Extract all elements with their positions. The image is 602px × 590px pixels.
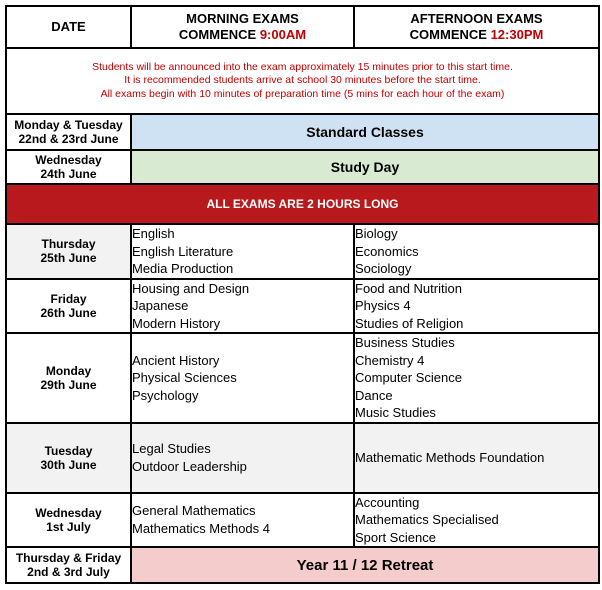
exam-day-date bbox=[6, 279, 131, 334]
exam-subject: Mathematics Specialised bbox=[355, 512, 499, 527]
afternoon-exams-cell bbox=[354, 333, 599, 423]
exam-day-date-line-2: 29th June bbox=[40, 377, 97, 392]
study-date-line-2: 24th June bbox=[40, 167, 97, 181]
exam-day-date-line-1: Tuesday bbox=[44, 443, 93, 458]
morning-commence: COMMENCE bbox=[178, 27, 257, 42]
standard-classes-cell: Standard Classes bbox=[131, 114, 599, 150]
exam-subject: Chemistry 4 bbox=[355, 352, 425, 368]
morning-time: 9:00AM bbox=[259, 27, 307, 42]
date-header bbox=[6, 6, 131, 48]
exam-subject: Mathematic Methods Foundation bbox=[355, 449, 545, 465]
exam-subject: Outdoor Leadership bbox=[132, 458, 247, 474]
study-date bbox=[6, 150, 131, 184]
exam-day-date bbox=[6, 493, 131, 548]
study-date-line-1: Wednesday bbox=[35, 153, 102, 167]
exam-day-row bbox=[6, 224, 599, 279]
retreat-date-line-2: 2nd & 3rd July bbox=[27, 565, 110, 579]
exam-day-row bbox=[6, 493, 599, 548]
exam-day-date-line-1: Friday bbox=[50, 291, 87, 306]
exam-subject: Computer Science bbox=[355, 370, 462, 385]
exam-subject: English bbox=[132, 226, 175, 241]
study-day-row bbox=[6, 150, 599, 184]
exam-subject: English Literature bbox=[132, 243, 234, 259]
exam-subject: Sport Science bbox=[355, 529, 436, 545]
morning-exams-cell bbox=[131, 279, 354, 334]
exam-subject: Housing and Design bbox=[132, 280, 250, 296]
exam-subject: General Mathematics bbox=[132, 503, 256, 519]
header-row bbox=[6, 6, 599, 48]
retreat-row bbox=[6, 547, 599, 583]
exam-day-date-line-2: 26th June bbox=[40, 305, 97, 320]
morning-exams-cell bbox=[131, 493, 354, 548]
afternoon-title: AFTERNOON EXAMS bbox=[410, 11, 543, 26]
afternoon-header bbox=[354, 6, 599, 48]
exam-day-date-line-2: 25th June bbox=[40, 251, 97, 266]
exam-day-date-line-2: 1st July bbox=[46, 519, 91, 534]
notice-line-1: Students will be announced into the exam approximately 15 minutes prior to this start time. bbox=[92, 60, 513, 73]
notice-cell bbox=[6, 48, 599, 114]
exam-subject: Mathematics Methods 4 bbox=[132, 520, 271, 536]
study-day-cell: Study Day bbox=[131, 150, 599, 184]
afternoon-exams-cell bbox=[354, 493, 599, 548]
exam-day-date-line-2: 30th June bbox=[40, 457, 97, 472]
exam-subject: Business Studies bbox=[355, 335, 455, 350]
exam-schedule-table bbox=[5, 5, 600, 584]
retreat-date-line-1: Thursday & Friday bbox=[15, 551, 122, 565]
exam-day-row bbox=[6, 333, 599, 423]
exam-subject: Psychology bbox=[132, 387, 199, 403]
exam-subject: Accounting bbox=[355, 494, 420, 510]
exam-subject: Japanese bbox=[132, 298, 189, 313]
retreat-date bbox=[6, 547, 131, 583]
notice-row bbox=[6, 48, 599, 114]
morning-header bbox=[131, 6, 354, 48]
exam-subject: Physics 4 bbox=[355, 298, 411, 313]
morning-exams-cell bbox=[131, 333, 354, 423]
exam-day-date bbox=[6, 333, 131, 423]
exam-subject: Ancient History bbox=[132, 352, 220, 368]
exam-day-date-line-1: Wednesday bbox=[35, 505, 102, 520]
afternoon-time: 12:30PM bbox=[490, 27, 544, 42]
notice-line-3: All exams begin with 10 minutes of preparation time (5 mins for each hour of the exam) bbox=[100, 87, 505, 100]
exam-day-date bbox=[6, 423, 131, 493]
afternoon-exams-cell bbox=[354, 279, 599, 334]
date-header-label: DATE bbox=[51, 19, 86, 34]
exam-subject: Legal Studies bbox=[132, 441, 211, 456]
afternoon-exams-cell bbox=[354, 423, 599, 493]
afternoon-commence: COMMENCE bbox=[409, 27, 487, 42]
exam-subject: Media Production bbox=[132, 261, 234, 276]
exam-day-date-line-1: Monday bbox=[45, 363, 92, 378]
morning-exams-cell bbox=[131, 224, 354, 279]
exam-subject: Economics bbox=[355, 243, 419, 259]
afternoon-exams-cell bbox=[354, 224, 599, 279]
banner-row bbox=[6, 184, 599, 224]
morning-commence-line bbox=[132, 27, 353, 43]
exam-subject: Physical Sciences bbox=[132, 370, 237, 385]
afternoon-commence-line bbox=[355, 27, 598, 43]
notice-line-2: It is recommended students arrive at school 30 minutes before the start time. bbox=[124, 74, 481, 87]
standard-date-line-2: 22nd & 23rd June bbox=[18, 132, 119, 146]
exam-day-date bbox=[6, 224, 131, 279]
exam-subject: Biology bbox=[355, 226, 398, 241]
standard-classes-row bbox=[6, 114, 599, 150]
exam-day-row bbox=[6, 423, 599, 493]
standard-date-line-1: Monday & Tuesday bbox=[14, 118, 123, 132]
exam-length-banner: ALL EXAMS ARE 2 HOURS LONG bbox=[6, 184, 599, 224]
exam-subject: Dance bbox=[355, 387, 393, 403]
standard-date bbox=[6, 114, 131, 150]
morning-title: MORNING EXAMS bbox=[186, 11, 299, 26]
exam-day-row bbox=[6, 279, 599, 334]
exam-subject: Food and Nutrition bbox=[355, 280, 462, 296]
morning-exams-cell bbox=[131, 423, 354, 493]
retreat-cell: Year 11 / 12 Retreat bbox=[131, 547, 599, 583]
exam-subject: Modern History bbox=[132, 315, 221, 331]
exam-day-date-line-1: Thursday bbox=[41, 237, 96, 252]
exam-subject: Music Studies bbox=[355, 405, 436, 420]
exam-subject: Sociology bbox=[355, 261, 412, 276]
exam-subject: Studies of Religion bbox=[355, 315, 464, 331]
